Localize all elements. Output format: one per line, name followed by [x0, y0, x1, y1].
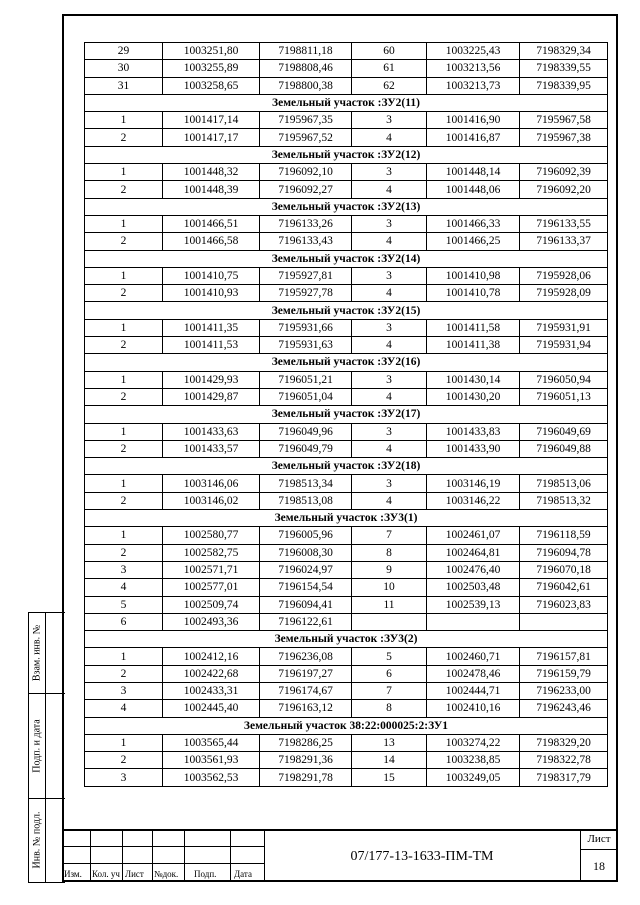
table-cell: 7196197,27	[260, 665, 352, 682]
table-row	[85, 77, 608, 94]
table-row	[85, 112, 608, 129]
table-cell: 1002445,40	[163, 700, 260, 717]
table-cell: 1	[85, 475, 163, 492]
table-cell: 2	[85, 285, 163, 302]
table-cell: 7195928,09	[520, 285, 608, 302]
parcel-header-row	[85, 631, 608, 648]
table-cell: 29	[85, 43, 163, 60]
table-cell: 3	[85, 561, 163, 578]
table-cell: 7196024,97	[260, 561, 352, 578]
table-cell: 14	[352, 752, 427, 769]
table-row	[85, 544, 608, 561]
table-cell: 9	[352, 561, 427, 578]
coordinates-table	[84, 42, 608, 787]
table-cell: 1001430,20	[427, 388, 520, 405]
table-cell: 7198513,34	[260, 475, 352, 492]
table-row	[85, 181, 608, 198]
tb-list: Лист	[125, 869, 144, 879]
parcel-title: Земельный участок :ЗУ2(14)	[85, 250, 608, 267]
table-cell: 2	[85, 388, 163, 405]
table-row	[85, 492, 608, 509]
parcel-title: Земельный участок :ЗУ2(12)	[85, 146, 608, 163]
table-cell: 4	[352, 233, 427, 250]
table-cell: 1001410,98	[427, 267, 520, 284]
table-cell: 7195967,38	[520, 129, 608, 146]
table-cell: 13	[352, 734, 427, 751]
table-cell: 1003562,53	[163, 769, 260, 786]
table-cell: 1001410,93	[163, 285, 260, 302]
table-cell: 8	[352, 700, 427, 717]
table-cell	[427, 613, 520, 630]
table-cell: 1003213,73	[427, 77, 520, 94]
table-cell: 1003238,85	[427, 752, 520, 769]
table-cell: 11	[352, 596, 427, 613]
table-cell: 1001448,32	[163, 164, 260, 181]
table-cell: 1003251,80	[163, 43, 260, 60]
table-cell: 1002539,13	[427, 596, 520, 613]
table-cell: 7196092,27	[260, 181, 352, 198]
parcel-header-row	[85, 94, 608, 111]
table-row	[85, 60, 608, 77]
table-cell: 1003213,56	[427, 60, 520, 77]
table-cell: 7196051,21	[260, 371, 352, 388]
table-cell: 1001466,25	[427, 233, 520, 250]
table-cell: 7196094,78	[520, 544, 608, 561]
table-cell: 7196163,12	[260, 700, 352, 717]
table-cell: 1002422,68	[163, 665, 260, 682]
side-label-vzam-inv: Взам. инв. №	[31, 624, 43, 682]
table-cell: 1001411,35	[163, 319, 260, 336]
table-cell: 7196023,83	[520, 596, 608, 613]
table-cell: 1001417,14	[163, 112, 260, 129]
parcel-header-row	[85, 250, 608, 267]
table-cell: 7196092,10	[260, 164, 352, 181]
table-cell: 7195927,81	[260, 267, 352, 284]
table-cell: 1002493,36	[163, 613, 260, 630]
table-row	[85, 579, 608, 596]
sheet-label: Лист	[587, 833, 611, 845]
table-row	[85, 700, 608, 717]
table-cell: 4	[352, 492, 427, 509]
tb-izm: Изм.	[64, 869, 82, 879]
table-cell: 62	[352, 77, 427, 94]
parcel-title: Земельный участок :ЗУ3(2)	[85, 631, 608, 648]
table-cell: 1002509,74	[163, 596, 260, 613]
table-cell: 7195967,35	[260, 112, 352, 129]
table-cell: 7198513,32	[520, 492, 608, 509]
table-cell: 4	[352, 285, 427, 302]
table-cell	[352, 613, 427, 630]
table-cell: 1002412,16	[163, 648, 260, 665]
parcel-title: Земельный участок :ЗУ2(18)	[85, 458, 608, 475]
table-cell: 1001448,14	[427, 164, 520, 181]
table-cell: 31	[85, 77, 163, 94]
table-cell: 4	[352, 129, 427, 146]
table-cell: 4	[352, 181, 427, 198]
table-cell: 1003565,44	[163, 734, 260, 751]
table-cell: 7195931,94	[520, 337, 608, 354]
table-cell: 1001466,33	[427, 215, 520, 232]
table-cell: 1003146,22	[427, 492, 520, 509]
table-cell: 2	[85, 665, 163, 682]
table-cell: 6	[85, 613, 163, 630]
table-cell: 60	[352, 43, 427, 60]
parcel-title: Земельный участок :ЗУ2(17)	[85, 406, 608, 423]
table-cell: 7196005,96	[260, 527, 352, 544]
table-cell: 1001411,58	[427, 319, 520, 336]
table-cell: 2	[85, 129, 163, 146]
side-cell-podp	[29, 693, 65, 799]
table-row	[85, 371, 608, 388]
table-cell: 3	[352, 475, 427, 492]
table-cell: 3	[85, 769, 163, 786]
table-row	[85, 129, 608, 146]
parcel-header-row	[85, 406, 608, 423]
table-row	[85, 561, 608, 578]
tb-data: Дата	[234, 869, 252, 879]
table-cell: 4	[352, 388, 427, 405]
table-cell: 1001429,93	[163, 371, 260, 388]
table-cell: 7196051,13	[520, 388, 608, 405]
table-cell: 7195931,91	[520, 319, 608, 336]
parcel-header-row	[85, 510, 608, 527]
parcel-header-row	[85, 146, 608, 163]
table-cell: 7196070,18	[520, 561, 608, 578]
table-cell: 1001433,57	[163, 440, 260, 457]
side-cell-vzam	[29, 613, 65, 694]
table-cell: 1002461,07	[427, 527, 520, 544]
title-block	[62, 829, 618, 882]
table-cell: 1001433,90	[427, 440, 520, 457]
side-stamp	[28, 612, 65, 883]
table-cell: 1	[85, 215, 163, 232]
table-cell: 1002464,81	[427, 544, 520, 561]
table-cell: 3	[352, 112, 427, 129]
table-cell: 1001429,87	[163, 388, 260, 405]
table-cell: 1001411,38	[427, 337, 520, 354]
table-row	[85, 440, 608, 457]
table-cell: 7196051,04	[260, 388, 352, 405]
table-cell: 3	[352, 164, 427, 181]
table-row	[85, 527, 608, 544]
side-cell-inv	[29, 798, 65, 883]
table-cell: 7196236,08	[260, 648, 352, 665]
parcel-header-row	[85, 302, 608, 319]
table-cell: 7195931,63	[260, 337, 352, 354]
parcel-title: Земельный участок :ЗУ2(11)	[85, 94, 608, 111]
table-cell: 7198339,95	[520, 77, 608, 94]
table-cell: 7198808,46	[260, 60, 352, 77]
table-cell: 7196133,55	[520, 215, 608, 232]
table-row	[85, 164, 608, 181]
parcel-header-row	[85, 354, 608, 371]
table-cell: 1002577,01	[163, 579, 260, 596]
table-cell: 1002580,77	[163, 527, 260, 544]
table-cell: 8	[352, 544, 427, 561]
table-cell: 4	[352, 440, 427, 457]
table-row	[85, 665, 608, 682]
table-cell: 5	[85, 596, 163, 613]
table-cell: 7196049,96	[260, 423, 352, 440]
table-cell: 3	[352, 215, 427, 232]
table-cell: 30	[85, 60, 163, 77]
table-row	[85, 475, 608, 492]
table-cell: 1001466,51	[163, 215, 260, 232]
table-row	[85, 613, 608, 630]
table-cell: 7198322,78	[520, 752, 608, 769]
table-cell: 1002476,40	[427, 561, 520, 578]
table-cell: 7196042,61	[520, 579, 608, 596]
table-cell: 2	[85, 752, 163, 769]
parcel-title: Земельный участок :ЗУ2(13)	[85, 198, 608, 215]
table-cell: 7198329,34	[520, 43, 608, 60]
table-cell: 7196133,43	[260, 233, 352, 250]
side-label-podp-data: Подп. и дата	[31, 718, 43, 773]
table-cell: 7196154,54	[260, 579, 352, 596]
table-cell: 1	[85, 319, 163, 336]
table-cell: 1003225,43	[427, 43, 520, 60]
table-cell: 7196157,81	[520, 648, 608, 665]
table-cell: 4	[85, 579, 163, 596]
table-cell: 7195967,52	[260, 129, 352, 146]
table-row	[85, 43, 608, 60]
table-cell: 1	[85, 648, 163, 665]
table-cell: 1003146,06	[163, 475, 260, 492]
table-cell: 6	[352, 665, 427, 682]
parcel-title: Земельный участок :ЗУ2(16)	[85, 354, 608, 371]
table-row	[85, 319, 608, 336]
table-cell: 7196243,46	[520, 700, 608, 717]
table-cell: 3	[352, 371, 427, 388]
table-cell: 1002433,31	[163, 682, 260, 699]
table-cell: 3	[352, 319, 427, 336]
table-cell: 7196094,41	[260, 596, 352, 613]
table-cell: 2	[85, 337, 163, 354]
table-row	[85, 337, 608, 354]
parcel-header-row	[85, 198, 608, 215]
table-cell: 1	[85, 734, 163, 751]
table-row	[85, 285, 608, 302]
tb-kol-uch: Кол. уч	[92, 869, 120, 879]
table-row	[85, 752, 608, 769]
table-cell: 7196122,61	[260, 613, 352, 630]
table-cell: 1001417,17	[163, 129, 260, 146]
table-cell: 3	[85, 682, 163, 699]
table-cell: 5	[352, 648, 427, 665]
table-cell: 1001416,87	[427, 129, 520, 146]
table-cell: 7198317,79	[520, 769, 608, 786]
table-cell: 1001448,06	[427, 181, 520, 198]
table-cell: 1	[85, 423, 163, 440]
table-row	[85, 267, 608, 284]
table-cell: 7195928,06	[520, 267, 608, 284]
table-cell: 2	[85, 544, 163, 561]
table-cell: 4	[85, 700, 163, 717]
table-row	[85, 734, 608, 751]
table-cell: 7198291,36	[260, 752, 352, 769]
table-cell: 1002460,71	[427, 648, 520, 665]
table-row	[85, 215, 608, 232]
parcel-title: Земельный участок :ЗУ2(15)	[85, 302, 608, 319]
table-cell: 1001433,63	[163, 423, 260, 440]
parcel-header-row	[85, 717, 608, 734]
table-cell	[520, 613, 608, 630]
table-cell: 7198811,18	[260, 43, 352, 60]
table-row	[85, 769, 608, 786]
table-cell: 7198513,08	[260, 492, 352, 509]
table-cell: 1	[85, 164, 163, 181]
table-cell: 2	[85, 492, 163, 509]
table-cell: 7196008,30	[260, 544, 352, 561]
parcel-title: Земельный участок :ЗУ3(1)	[85, 510, 608, 527]
table-cell: 1002582,75	[163, 544, 260, 561]
table-cell: 2	[85, 440, 163, 457]
sheet-number: 18	[593, 859, 605, 873]
table-cell: 1001411,53	[163, 337, 260, 354]
table-cell: 1001410,78	[427, 285, 520, 302]
document-number: 07/177-13-1633-ПМ-ТМ	[350, 849, 494, 864]
table-cell: 1002478,46	[427, 665, 520, 682]
table-cell: 7	[352, 527, 427, 544]
table-cell: 1001433,83	[427, 423, 520, 440]
table-cell: 7198329,20	[520, 734, 608, 751]
parcel-title: Земельный участок 38:22:000025:2:ЗУ1	[85, 717, 608, 734]
table-cell: 1	[85, 527, 163, 544]
table-cell: 7196159,79	[520, 665, 608, 682]
table-cell: 1001466,58	[163, 233, 260, 250]
table-cell: 7196049,69	[520, 423, 608, 440]
tb-podp: Подп.	[194, 869, 217, 879]
table-cell: 1001430,14	[427, 371, 520, 388]
table-cell: 7195967,58	[520, 112, 608, 129]
table-cell: 7195927,78	[260, 285, 352, 302]
table-cell: 61	[352, 60, 427, 77]
table-cell: 7196092,39	[520, 164, 608, 181]
table-cell: 7196133,37	[520, 233, 608, 250]
table-cell: 1002571,71	[163, 561, 260, 578]
table-row	[85, 233, 608, 250]
table-cell: 7198286,25	[260, 734, 352, 751]
table-cell: 1003146,02	[163, 492, 260, 509]
table-cell: 1003274,22	[427, 734, 520, 751]
table-cell: 1001416,90	[427, 112, 520, 129]
table-cell: 1003258,65	[163, 77, 260, 94]
table-cell: 1001448,39	[163, 181, 260, 198]
table-cell: 1	[85, 371, 163, 388]
table-row	[85, 388, 608, 405]
table-cell: 7	[352, 682, 427, 699]
table-cell: 7196092,20	[520, 181, 608, 198]
table-cell: 1	[85, 267, 163, 284]
table-cell: 4	[352, 337, 427, 354]
table-cell: 10	[352, 579, 427, 596]
table-cell: 3	[352, 423, 427, 440]
table-row	[85, 682, 608, 699]
table-cell: 1003255,89	[163, 60, 260, 77]
table-cell: 1001410,75	[163, 267, 260, 284]
table-cell: 7196049,88	[520, 440, 608, 457]
table-cell: 1	[85, 112, 163, 129]
table-cell: 7196233,00	[520, 682, 608, 699]
table-cell: 7198513,06	[520, 475, 608, 492]
coordinates-table-body	[85, 43, 608, 787]
tb-ndok: №док.	[154, 869, 179, 879]
table-cell: 7198800,38	[260, 77, 352, 94]
table-cell: 7195931,66	[260, 319, 352, 336]
table-cell: 1002410,16	[427, 700, 520, 717]
table-cell: 15	[352, 769, 427, 786]
table-cell: 7198339,55	[520, 60, 608, 77]
table-cell: 3	[352, 267, 427, 284]
table-row	[85, 648, 608, 665]
table-cell: 7196049,79	[260, 440, 352, 457]
table-cell: 7196050,94	[520, 371, 608, 388]
table-cell: 1002503,48	[427, 579, 520, 596]
table-row	[85, 423, 608, 440]
table-cell: 1003249,05	[427, 769, 520, 786]
table-cell: 2	[85, 181, 163, 198]
table-cell: 1003146,19	[427, 475, 520, 492]
table-cell: 7198291,78	[260, 769, 352, 786]
table-cell: 7196118,59	[520, 527, 608, 544]
parcel-header-row	[85, 458, 608, 475]
table-row	[85, 596, 608, 613]
table-cell: 7196174,67	[260, 682, 352, 699]
table-cell: 7196133,26	[260, 215, 352, 232]
table-cell: 2	[85, 233, 163, 250]
table-cell: 1002444,71	[427, 682, 520, 699]
table-cell: 1003561,93	[163, 752, 260, 769]
side-label-inv-podl: Инв. № подл.	[31, 811, 43, 869]
